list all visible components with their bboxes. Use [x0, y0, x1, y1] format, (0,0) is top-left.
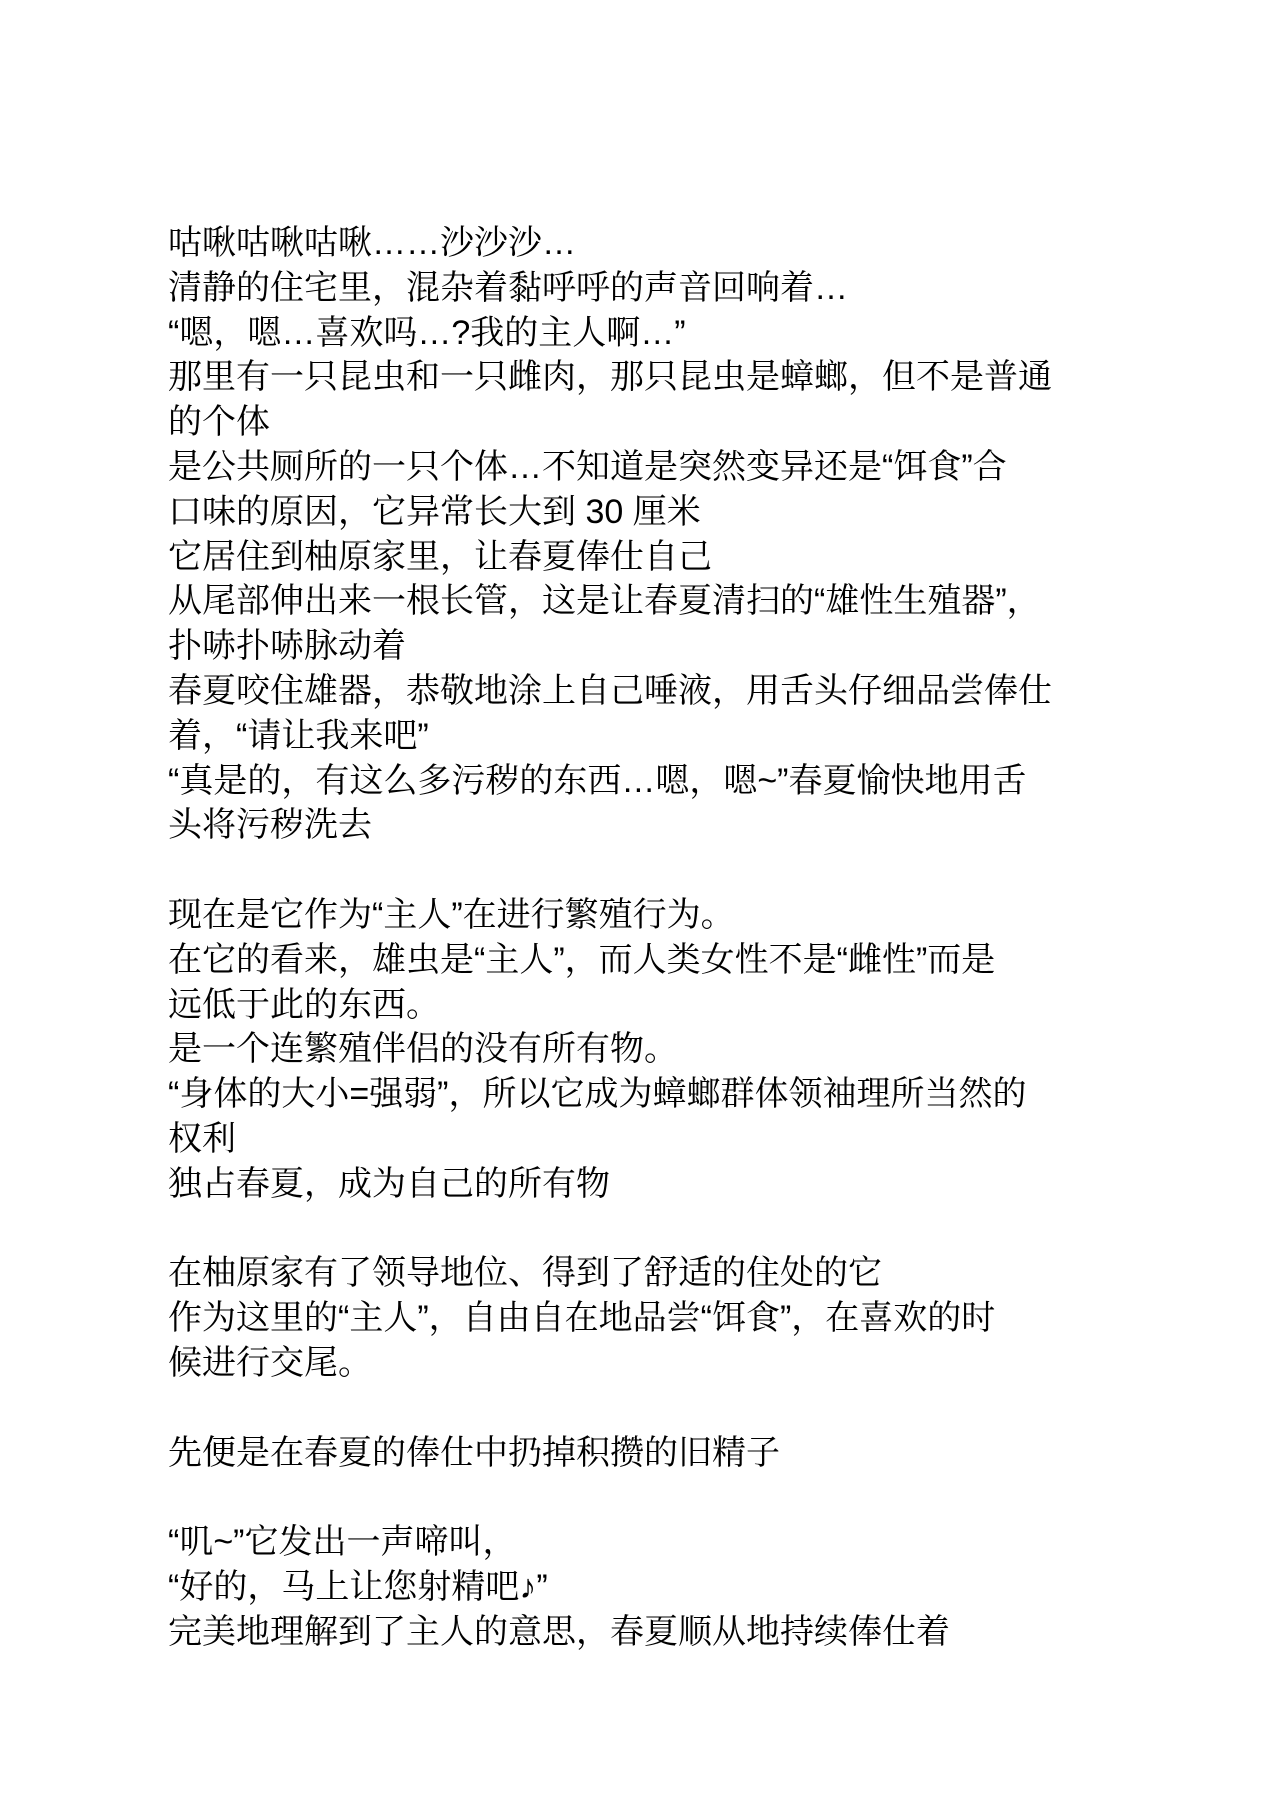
text-line: “叽~”它发出一声啼叫，: [168, 1523, 517, 1562]
blank-line: [168, 1386, 1128, 1431]
text-line: 作为这里的“主人”，自由自在地品尝“饵食”，在喜欢的时: [168, 1299, 996, 1338]
text-line: 在它的看来，雄虫是“主人”，而人类女性不是“雌性”而是: [168, 940, 996, 979]
text-line: 在柚原家有了领导地位、得到了舒适的住处的它: [168, 1254, 882, 1293]
text-line: “嗯，嗯…喜欢吗…?我的主人啊…”: [168, 313, 686, 352]
text-line: 完美地理解到了主人的意思，春夏顺从地持续俸仕着: [168, 1612, 950, 1651]
text-line: 是一个连繁殖伴侣的没有所有物。: [168, 1030, 678, 1069]
text-line: 着，“请让我来吧”: [168, 716, 429, 755]
text-line: 扑哧扑哧脉动着: [168, 627, 406, 666]
text-line: 现在是它作为“主人”在进行繁殖行为。: [168, 895, 735, 934]
text-line: 的个体: [168, 403, 270, 442]
text-line: 咕啾咕啾咕啾……沙沙沙…: [168, 224, 576, 262]
text-line: “真是的，有这么多污秽的东西…嗯，嗯~”春夏愉快地用舌: [168, 761, 1027, 800]
text-line: 远低于此的东西。: [168, 985, 440, 1024]
text-line: 是公共厕所的一只个体…不知道是突然变异还是“饵食”合: [168, 447, 1007, 486]
text-line: 独占春夏，成为自己的所有物: [168, 1164, 610, 1203]
text-block: [168, 221, 1128, 1655]
text-line: 它居住到柚原家里，让春夏俸仕自己: [168, 537, 712, 576]
text-line: 口味的原因，它异常长大到 30 厘米: [168, 492, 701, 531]
text-line: 权利: [168, 1119, 236, 1158]
text-line: 从尾部伸出来一根长管，这是让春夏清扫的“雄性生殖器”，: [168, 582, 1041, 621]
blank-line: [168, 1207, 1128, 1252]
text-line: 春夏咬住雄器，恭敬地涂上自己唾液，用舌头仔细品尝俸仕: [168, 671, 1052, 710]
text-line: 头将污秽洗去: [168, 806, 372, 845]
text-line: “好的，马上让您射精吧♪”: [168, 1567, 548, 1606]
blank-line: [168, 1475, 1128, 1520]
text-line: 清静的住宅里，混杂着黏呼呼的声音回响着…: [168, 268, 848, 307]
blank-line: [168, 848, 1128, 893]
text-line: 候进行交尾。: [168, 1343, 372, 1382]
text-line: “身体的大小=强弱”，所以它成为蟑螂群体领袖理所当然的: [168, 1075, 1027, 1114]
text-line: 先便是在春夏的俸仕中扔掉积攒的旧精子: [168, 1433, 780, 1472]
text-line: 那里有一只昆虫和一只雌肉，那只昆虫是蟑螂，但不是普通: [168, 358, 1052, 397]
